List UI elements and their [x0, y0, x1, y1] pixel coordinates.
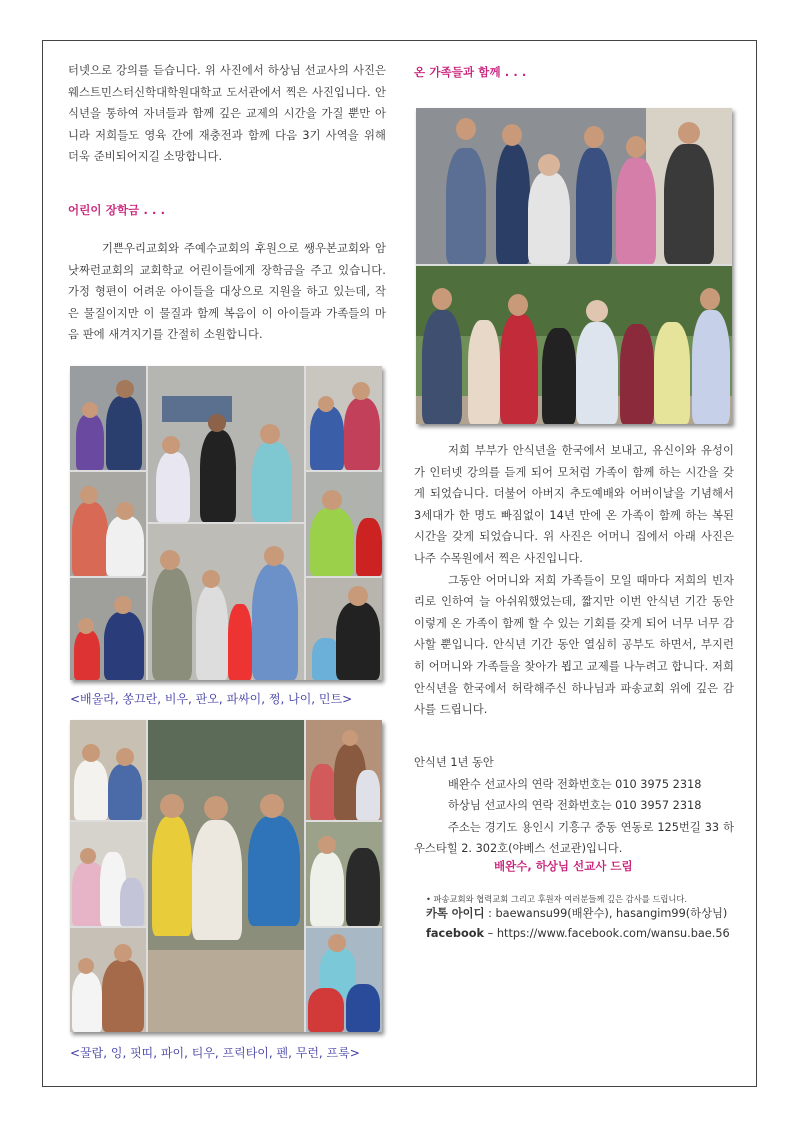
contact-phone-baewansu: 배완수 선교사의 연락 전화번호는 010 3975 2318	[448, 777, 702, 791]
photo-tile	[70, 822, 146, 926]
photo-tile	[148, 366, 304, 522]
scholarship-paragraph: 기쁜우리교회와 주예수교회의 후원으로 쌩우본교회와 암낫짜런교회의 교회학교 어린이들에게 장학금을 주고 있습니다. 가정 형편이 어려운 아이들을 대상으로 지원을 하고 있는데, 작은 물질이지만 이 물질과 함께 복음이 이 아이들과 가족들의 마음 판에 새겨지기를 간절히 소원합니다.	[68, 242, 386, 342]
photo-tile	[70, 472, 146, 576]
photo-tile	[306, 822, 382, 926]
contact-phone-hasangim: 하상님 선교사의 연락 전화번호는 010 3957 2318	[448, 799, 702, 812]
contact-block	[414, 752, 734, 860]
scholarship-photo-collage-2	[70, 720, 382, 1032]
facebook-value[interactable]: – https://www.facebook.com/wansu.bae.56	[484, 927, 730, 940]
photo-tile	[70, 928, 146, 1032]
family-paragraph-2: 그동안 어머니와 저희 가족들이 모일 때마다 저희의 빈자리로 인하여 늘 아쉬워했었는데, 짧지만 이번 안식년 기간 동안 이렇게 온 가족이 함께 할 수 있는 기회를 갖게 되어 너무 너무 감사할 뿐입니다. 안식년 기간 동안 열심히 공부도 하면서, 부지런히 어머니와 가족들을 찾아가 뵙고 교제를 나누려고 합니다. 저희 안식년을 한국에서 허락해주신 하나님과 파송교회 위에 깊은 감사를 드립니다.	[414, 573, 734, 717]
photo-tile	[306, 472, 382, 576]
family-photo-arboretum	[416, 266, 732, 424]
photo-tile	[70, 720, 146, 820]
contact-title: 안식년 1년 동안	[414, 756, 494, 769]
scholarship-photo-collage-1	[70, 366, 382, 680]
signature: 배완수, 하상님 선교사 드림	[494, 859, 633, 873]
photo-caption-1: <배울라, 쏭끄란, 비우, 판오, 파싸이, 쩡, 나이, 민트>	[70, 692, 353, 706]
contact-address: 주소는 경기도 용인시 기흥구 중동 연동로 125번길 33 하우스타힐 2. 302호(야베스 선교관)입니다.	[414, 820, 734, 855]
intro-paragraph: 터넷으로 강의를 듣습니다. 위 사진에서 하상님 선교사의 사진은 웨스트민스터신학대학원대학교 도서관에서 찍은 사진입니다. 안식년을 통하여 자녀들과 함께 깊은 교제의 시간을 가질 뿐만 아니라 저희들도 영육 간에 재충전과 함께 다음 3기 사역을 위해 더욱 준비되어지길 소망합니다.	[68, 64, 386, 164]
left-intro-text	[68, 60, 386, 168]
photo-caption-2: <꿀랍, 잉, 핏띠, 파이, 티우, 프릭타이, 펜, 무런, 프룩>	[70, 1046, 360, 1060]
kakao-label: 카톡 아이디	[426, 907, 485, 920]
scholarship-heading: 어린이 장학금 . . .	[68, 203, 166, 217]
photo-tile	[306, 366, 382, 470]
family-paragraph-1: 저희 부부가 안식년을 한국에서 보내고, 유신이와 유성이가 인터넷 강의를 듣게 되어 모처럼 가족이 함께 하는 시간을 갖게 되었습니다. 더불어 아버지 추도예배와 어버이날을 기념해서 3세대가 한 명도 빠짐없이 14년 만에 온 가족이 함께 하는 복된 시간을 갖게 되었습니다. 위 사진은 어머니 집에서 아래 사진은 나주 수목원에서 찍은 사진입니다.	[414, 444, 734, 565]
photo-tile	[306, 928, 382, 1032]
family-photo-indoor	[416, 108, 732, 264]
family-photo	[416, 108, 732, 424]
facebook-label: facebook	[426, 927, 485, 940]
photo-tile	[306, 578, 382, 680]
thanks-note: • 파송교회와 협력교회 그리고 후원자 여러분들께 깊은 감사를 드립니다.	[426, 894, 688, 904]
photo-tile	[148, 524, 304, 680]
photo-tile	[70, 578, 146, 680]
family-text	[414, 440, 734, 721]
scholarship-text	[68, 238, 386, 346]
kakao-line	[426, 904, 727, 924]
facebook-line	[426, 924, 730, 944]
family-heading: 온 가족들과 함께 . . .	[414, 65, 527, 79]
photo-tile	[306, 720, 382, 820]
photo-tile	[70, 366, 146, 470]
photo-tile	[148, 720, 304, 1032]
kakao-value: : baewansu99(배완수), hasangim99(하상님)	[488, 907, 728, 920]
